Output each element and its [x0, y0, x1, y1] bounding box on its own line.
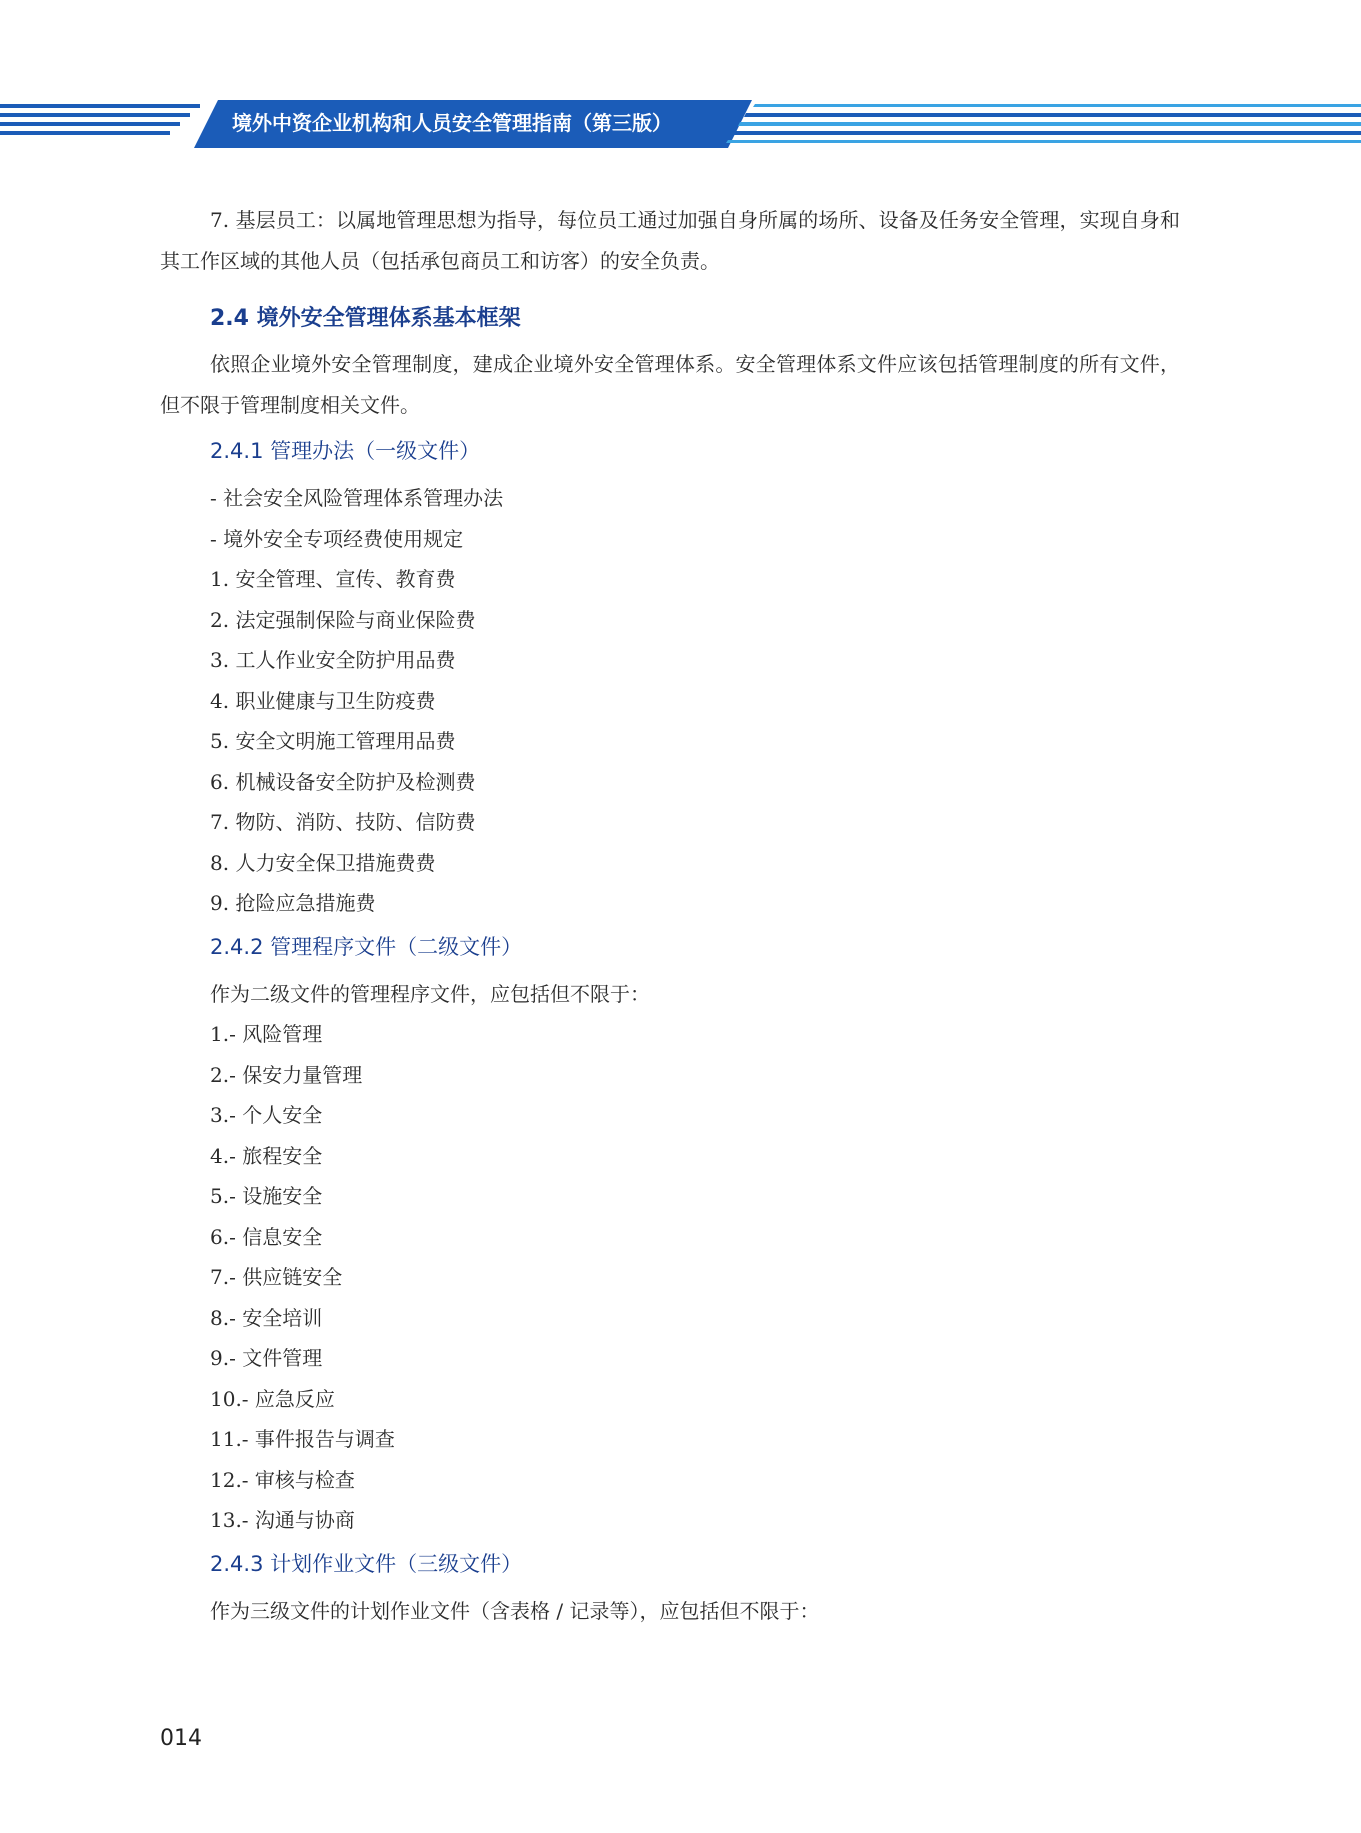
intro-paragraph: 7. 基层员工：以属地管理思想为指导，每位员工通过加强自身所属的场所、设备及任务安全管理，实现自身和其工作区域的其他人员（包括承包商员工和访客）的安全负责。	[160, 208, 1180, 273]
list-item: 6. 机械设备安全防护及检测费	[210, 769, 476, 794]
list-item: 3. 工人作业安全防护用品费	[210, 648, 456, 672]
list-item: 10.- 应急反应	[210, 1386, 335, 1411]
section-heading-2-4-1: 2.4.1 管理办法（一级文件）	[210, 439, 481, 463]
list-item: - 境外安全专项经费使用规定	[210, 526, 464, 551]
page-number: 014	[160, 1726, 202, 1751]
list-item: 7.- 供应链安全	[210, 1265, 343, 1289]
list-item: 6.- 信息安全	[210, 1224, 323, 1249]
list-item: 1. 安全管理、宣传、教育费	[210, 567, 456, 591]
section-2-4-paragraph: 依照企业境外安全管理制度，建成企业境外安全管理体系。安全管理体系文件应该包括管理制度的所有文件，但不限于管理制度相关文件。	[160, 352, 1180, 417]
list-item: 4.- 旅程安全	[210, 1143, 323, 1168]
list-item: 11.- 事件报告与调查	[210, 1427, 395, 1451]
section-2-4-2-intro: 作为二级文件的管理程序文件，应包括但不限于：	[210, 981, 650, 1006]
list-item: 2.- 保安力量管理	[210, 1062, 363, 1087]
section-2-4-3-intro: 作为三级文件的计划作业文件（含表格 / 记录等），应包括但不限于：	[210, 1598, 820, 1623]
page-body	[160, 200, 1180, 1631]
list-item: - 社会安全风险管理体系管理办法	[210, 486, 504, 510]
list-item: 9. 抢险应急措施费	[210, 891, 376, 915]
list-item: 8. 人力安全保卫措施费费	[210, 850, 436, 875]
list-item: 7. 物防、消防、技防、信防费	[210, 810, 476, 834]
list-2-4-2	[160, 1014, 1180, 1541]
list-item: 3.- 个人安全	[210, 1103, 323, 1127]
list-item: 5. 安全文明施工管理用品费	[210, 729, 456, 753]
list-item: 9.- 文件管理	[210, 1346, 323, 1370]
list-item: 5.- 设施安全	[210, 1184, 323, 1208]
list-item: 1.- 风险管理	[210, 1022, 323, 1046]
list-item: 2. 法定强制保险与商业保险费	[210, 607, 476, 632]
section-heading-2-4-3: 2.4.3 计划作业文件（三级文件）	[210, 1551, 523, 1576]
list-item: 4. 职业健康与卫生防疫费	[210, 688, 436, 713]
list-2-4-1	[160, 478, 1180, 924]
list-item: 8.- 安全培训	[210, 1305, 323, 1330]
header-band	[0, 98, 1361, 150]
section-heading-2-4-2: 2.4.2 管理程序文件（二级文件）	[210, 934, 523, 959]
list-item: 12.- 审核与检查	[210, 1467, 355, 1492]
section-heading-2-4: 2.4 境外安全管理体系基本框架	[210, 306, 521, 331]
list-item: 13.- 沟通与协商	[210, 1508, 355, 1532]
header-title: 境外中资企业机构和人员安全管理指南（第三版）	[232, 111, 672, 135]
